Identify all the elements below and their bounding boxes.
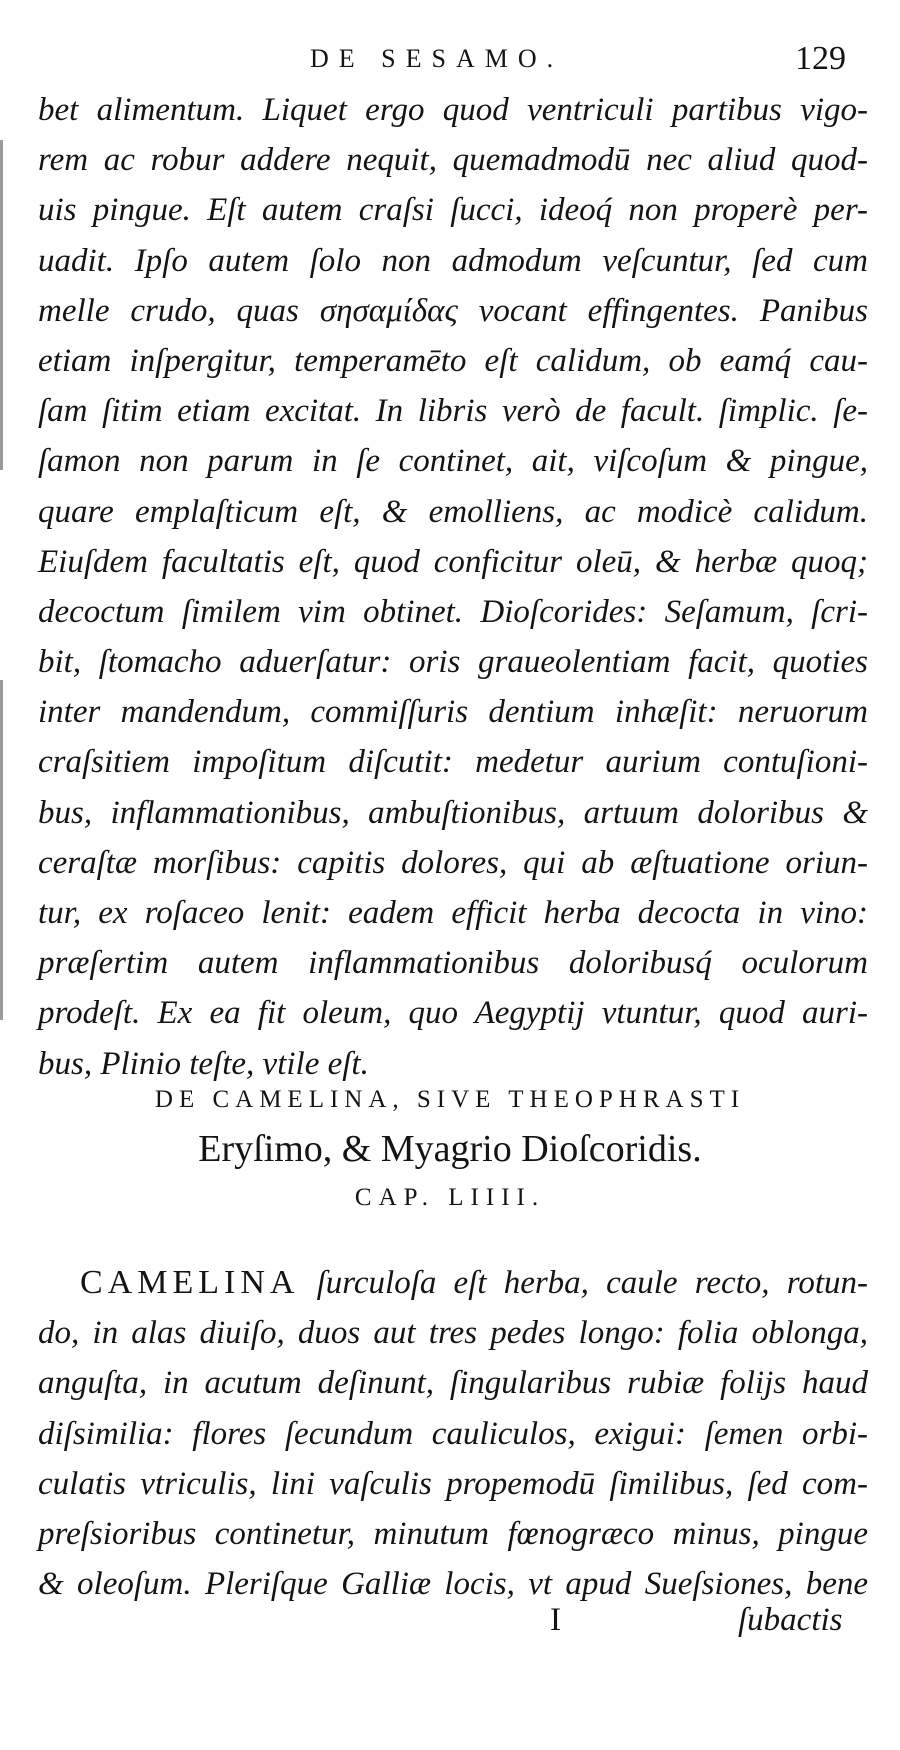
text-line: craſsitiem impoſitum diſcutit: medetur aurium contuſioni- bbox=[38, 744, 868, 781]
text-line: inter mandendum, commiſſuris dentium inhæſit: neruorum bbox=[38, 694, 868, 731]
text-line: uis pingue. Eſt autem craſsi ſucci, ideoq́ non properè per- bbox=[38, 192, 868, 229]
text-line-last: bus, Plinio teſte, vtile eſt. bbox=[38, 1045, 369, 1082]
text-line: melle crudo, quas σησαμίδας vocant effingentes. Panibus bbox=[38, 292, 868, 329]
signature-mark: I bbox=[550, 1602, 561, 1638]
chapter-number: CAP. LIIII. bbox=[354, 1184, 546, 1211]
chapter-text-line: & oleoſum. Pleriſque Galliæ locis, vt apud Sueſsiones, bene bbox=[38, 1566, 868, 1603]
chapter-heading-title: DE CAMELINA, SIVE THEOPHRASTI bbox=[154, 1086, 746, 1113]
text-line: ſamon non parum in ſe continet, ait, viſcoſum & pingue, bbox=[38, 443, 868, 480]
chapter-text-line: preſsioribus continetur, minutum fœnogræco minus, pingue bbox=[38, 1515, 868, 1552]
chapter-heading bbox=[0, 1078, 900, 1220]
left-margin-edge bbox=[0, 140, 3, 470]
chapter-text-line: do, in alas diuiſo, duos aut tres pedes longo: folia oblonga, bbox=[38, 1315, 868, 1352]
chapter-first-line-text: ſurculoſa eſt herba, caule recto, rotun- bbox=[316, 1265, 869, 1301]
text-line: bit, ſtomacho aduerſatur: oris graueolentiam facit, quoties bbox=[38, 644, 868, 681]
chapter-text-line: anguſta, in acutum deſinunt, ſingularibus rubiæ folijs haud bbox=[38, 1365, 868, 1402]
text-line: ceraſtæ morſibus: capitis dolores, qui ab æſtuatione oriun- bbox=[38, 844, 868, 881]
text-line: rem ac robur addere nequit, quemadmodū nec aliud quod- bbox=[38, 142, 868, 179]
text-line: prodeſt. Ex ea fit oleum, quo Aegyptij vtuntur, quod auri- bbox=[38, 995, 868, 1032]
text-line: quare emplaſticum eſt, & emolliens, ac modicè calidum. bbox=[38, 493, 868, 530]
text-line: Eiuſdem facultatis eſt, quod conficitur oleū, & herbæ quoq; bbox=[38, 543, 868, 580]
left-margin-edge-lower bbox=[0, 680, 3, 1020]
text-line: uadit. Ipſo autem ſolo non admodum veſcuntur, ſed cum bbox=[38, 242, 868, 279]
text-line: etiam inſpergitur, temperamēto eſt calidum, ob eamq́ cau- bbox=[38, 342, 868, 379]
chapter-text-line: culatis vtriculis, lini vaſculis propemodū ſimilibus, ſed com- bbox=[38, 1465, 868, 1502]
text-line: bet alimentum. Liquet ergo quod ventriculi partibus vigo- bbox=[38, 92, 868, 128]
chapter-text bbox=[38, 1258, 868, 1609]
chapter-text-line: diſsimilia: flores ſecundum cauliculos, exigui: ſemen orbi- bbox=[38, 1415, 868, 1452]
chapter-first-line bbox=[38, 1258, 868, 1308]
page-footer bbox=[0, 1602, 900, 1652]
running-head bbox=[0, 40, 900, 80]
chapter-incipit: CAMELINA bbox=[80, 1264, 300, 1301]
text-line: decoctum ſimilem vim obtinet. Dioſcorides: Seſamum, ſcri- bbox=[38, 593, 868, 630]
running-title: DE SESAMO. bbox=[310, 44, 564, 73]
chapter-heading-subtitle: Eryſimo, & Myagrio Dioſcoridis. bbox=[198, 1128, 702, 1170]
text-line: præſertim autem inflammationibus doloribusq́ oculorum bbox=[38, 945, 868, 982]
text-line: bus, inflammationibus, ambuſtionibus, artuum doloribus & bbox=[38, 794, 868, 831]
body-text bbox=[38, 85, 868, 1089]
page-number: 129 bbox=[795, 40, 846, 77]
text-line: tur, ex roſaceo lenit: eadem efficit herba decocta in vino: bbox=[38, 895, 868, 931]
text-line: ſam ſitim etiam excitat. In libris verò de facult. ſimplic. ſe- bbox=[38, 393, 868, 430]
catchword: ſubactis bbox=[738, 1602, 843, 1638]
